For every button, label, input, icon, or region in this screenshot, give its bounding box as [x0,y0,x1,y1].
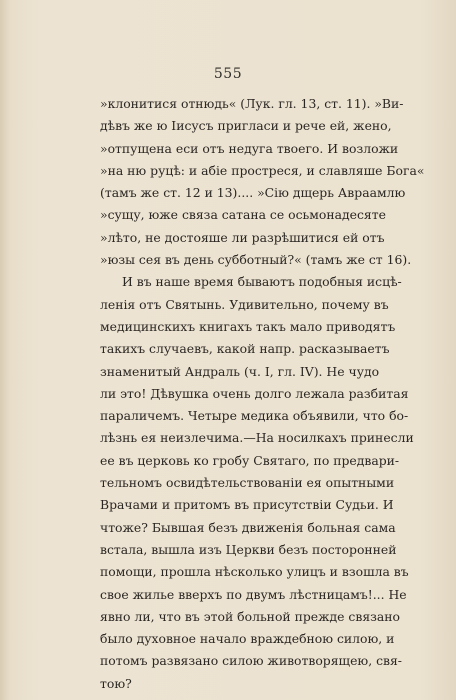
text-line: помощи, прошла нѣсколько улицъ и взошла въ [100,564,409,580]
text-line: ее въ церковь ко гробу Святаго, по предвари- [100,452,400,468]
text-line: И въ наше время бываютъ подобныя исцѣ- [122,274,402,290]
text-line: потомъ развязано силою животворящею, свя- [100,653,402,669]
text-line: параличемъ. Четыре медика объявили, что бо- [100,408,409,424]
text-line: медицинскихъ книгахъ такъ мало приводятъ [100,318,396,334]
body-text [100,93,425,695]
text-line: дѣвъ же ю Іисусъ пригласи и рече ей, жено, [100,118,392,134]
text-line: »лѣто, не достояше ли разрѣшитися ей отъ [100,229,385,245]
text-line: свое жилье вверхъ по двумъ лѣстницамъ!... Не [100,586,407,602]
text-line: »отпущена еси отъ недуга твоего. И возложи [100,140,399,156]
text-line: чтоже? Бывшая безъ движенія больная сама [100,519,396,535]
text-line: »сущу, юже связа сатана се осьмонадесяте [100,207,386,223]
text-line: Врачами и притомъ въ присутствіи Судьи. И [100,497,394,513]
page-number: 555 [213,66,243,82]
text-line: знаменитый Андраль (ч. I, гл. IV). Не чудо [100,363,380,379]
text-line: (тамъ же ст. 12 и 13).... »Сію дщерь Авраамлю [100,185,406,201]
text-line: тою? [100,675,132,691]
text-line: такихъ случаевъ, какой напр. расказываетъ [100,341,390,357]
text-line: »юзы сея въ день субботный?« (тамъ же ст 16). [100,252,412,268]
text-line: ленія отъ Святынь. Удивительно, почему въ [100,296,389,312]
text-line: явно ли, что въ этой больной прежде связано [100,608,401,624]
text-line: лѣзнь ея неизлечима.—На носилкахъ принесли [100,430,414,446]
text-line: »на ню руцѣ: и абіе простреся, и славляше Бога« [100,162,425,178]
text-line: было духовное начало враждебною силою, и [100,631,395,647]
text-line: »клонитися отнюдь« (Лук. гл. 13, ст. 11). »Ви- [100,96,404,111]
text-line: ли это! Дѣвушка очень долго лежала разбитая [100,385,409,401]
text-line: встала, вышла изъ Церкви безъ посторонней [100,541,397,557]
text-line: тельномъ освидѣтельствованіи ея опытными [100,475,395,491]
